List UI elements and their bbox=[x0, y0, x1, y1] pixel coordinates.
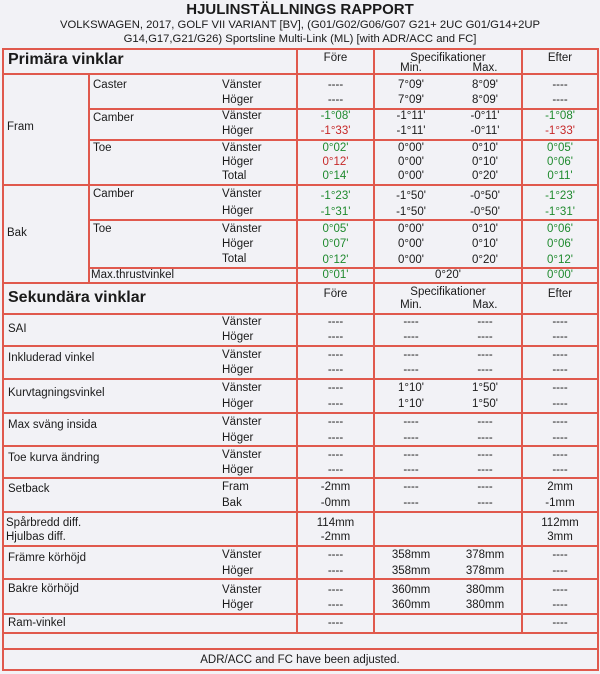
side-right: Höger bbox=[222, 125, 254, 137]
side-right: Höger bbox=[222, 565, 254, 577]
value-cell: ---- bbox=[477, 416, 493, 428]
row-label: Främre körhöjd bbox=[8, 552, 86, 564]
side-left: Vänster bbox=[222, 549, 262, 561]
value-cell: ---- bbox=[327, 617, 344, 629]
value-cell: ---- bbox=[477, 432, 493, 444]
value-cell: -1°11' bbox=[396, 110, 426, 122]
value-cell: ---- bbox=[552, 599, 568, 611]
param-thrust: Max.thrustvinkel bbox=[91, 269, 175, 281]
value-cell: 360mm bbox=[391, 584, 431, 596]
col-spec: Specifikationer bbox=[410, 52, 486, 64]
value-cell: ---- bbox=[552, 464, 568, 476]
row-label: SAI bbox=[8, 323, 27, 335]
value-cell: ---- bbox=[552, 94, 568, 106]
side-left: Vänster bbox=[222, 349, 262, 361]
side-left: Vänster bbox=[222, 316, 262, 328]
value-cell: 0°00' bbox=[547, 269, 573, 281]
value-cell: 1°10' bbox=[398, 382, 424, 394]
value-cell: 0°00' bbox=[398, 223, 424, 235]
value-cell: 8°09' bbox=[472, 94, 498, 106]
value-cell: -2mm bbox=[320, 481, 351, 493]
value-cell: 0°00' bbox=[398, 170, 424, 182]
param-caster: Caster bbox=[93, 79, 127, 91]
value-cell: -1°31' bbox=[545, 206, 575, 218]
col-before: Före bbox=[323, 52, 348, 64]
value-cell: 358mm bbox=[391, 565, 431, 577]
param-camber: Camber bbox=[93, 188, 134, 200]
value-cell: 0°00' bbox=[398, 238, 424, 250]
value-cell: ---- bbox=[327, 398, 344, 410]
value-cell: ---- bbox=[327, 599, 344, 611]
value-cell: ---- bbox=[327, 79, 344, 91]
report-title: HJULINSTÄLLNINGS RAPPORT bbox=[186, 1, 414, 18]
param-toe: Toe bbox=[93, 142, 112, 154]
value-cell: -1°08' bbox=[320, 110, 351, 122]
value-cell: 0°20' bbox=[472, 170, 498, 182]
side-right: Höger bbox=[222, 432, 254, 444]
value-cell: 0°14' bbox=[322, 170, 349, 182]
value-cell: ---- bbox=[327, 94, 344, 106]
param-camber: Camber bbox=[93, 112, 134, 124]
value-cell: -2mm bbox=[320, 531, 351, 543]
value-cell: ---- bbox=[477, 349, 493, 361]
value-cell: 0°02' bbox=[322, 142, 349, 154]
value-cell: -1°23' bbox=[320, 190, 351, 202]
value-cell: 0°20' bbox=[435, 269, 461, 281]
value-cell: -1°08' bbox=[545, 110, 575, 122]
value-cell: ---- bbox=[403, 364, 419, 376]
side-right: Höger bbox=[222, 599, 254, 611]
value-cell: -1°31' bbox=[320, 206, 351, 218]
value-cell: 112mm bbox=[541, 517, 579, 529]
side-left: Vänster bbox=[222, 110, 262, 122]
value-cell: 1°50' bbox=[472, 382, 498, 394]
value-cell: ---- bbox=[552, 617, 568, 629]
col-before: Före bbox=[323, 288, 348, 300]
value-cell: -0°11' bbox=[470, 110, 500, 122]
value-cell: ---- bbox=[403, 497, 419, 509]
row-label: Ram-vinkel bbox=[8, 617, 66, 629]
value-cell: ---- bbox=[327, 382, 344, 394]
side-left: Vänster bbox=[222, 382, 262, 394]
value-cell: 1°10' bbox=[398, 398, 424, 410]
value-cell: 380mm bbox=[465, 584, 505, 596]
value-cell: 0°10' bbox=[472, 142, 498, 154]
value-cell: 0°10' bbox=[472, 223, 498, 235]
value-cell: ---- bbox=[327, 565, 344, 577]
value-cell: ---- bbox=[552, 449, 568, 461]
side-left: Vänster bbox=[222, 449, 262, 461]
value-cell: 378mm bbox=[465, 565, 505, 577]
side-left: Vänster bbox=[222, 584, 262, 596]
value-cell: ---- bbox=[403, 449, 419, 461]
value-cell: 0°12' bbox=[547, 254, 573, 266]
group-rear: Bak bbox=[7, 227, 27, 239]
value-cell: 114mm bbox=[316, 517, 355, 529]
value-cell: ---- bbox=[327, 449, 344, 461]
value-cell: ---- bbox=[477, 464, 493, 476]
value-cell: ---- bbox=[552, 364, 568, 376]
col-after: Efter bbox=[547, 288, 573, 300]
value-cell: ---- bbox=[327, 432, 344, 444]
value-cell: ---- bbox=[327, 364, 344, 376]
value-cell: 0°05' bbox=[322, 223, 349, 235]
value-cell: ---- bbox=[552, 349, 568, 361]
value-cell: 358mm bbox=[391, 549, 431, 561]
value-cell: ---- bbox=[477, 481, 493, 493]
col-max: Max. bbox=[472, 299, 498, 311]
row-label: Setback bbox=[8, 483, 50, 495]
value-cell: ---- bbox=[552, 382, 568, 394]
primary-heading: Primära vinklar bbox=[8, 51, 124, 68]
side-front: Fram bbox=[222, 481, 249, 493]
value-cell: ---- bbox=[477, 331, 493, 343]
value-cell: -0°11' bbox=[470, 125, 500, 137]
value-cell: -0mm bbox=[320, 497, 351, 509]
value-cell: ---- bbox=[403, 316, 419, 328]
value-cell: 8°09' bbox=[472, 79, 498, 91]
value-cell: 0°10' bbox=[472, 156, 498, 168]
value-cell: ---- bbox=[403, 349, 419, 361]
side-left: Vänster bbox=[222, 416, 262, 428]
vehicle-line-2: G14,G17,G21/G26) Sportsline Multi-Link (ML) [with ADR/ACC and FC] bbox=[123, 33, 477, 45]
secondary-heading: Sekundära vinklar bbox=[8, 289, 146, 306]
value-cell: -1°33' bbox=[320, 125, 351, 137]
group-front: Fram bbox=[7, 121, 34, 133]
row-label: Toe kurva ändring bbox=[8, 452, 100, 464]
value-cell: ---- bbox=[327, 549, 344, 561]
param-toe: Toe bbox=[93, 223, 112, 235]
value-cell: ---- bbox=[477, 316, 493, 328]
row-label: Spårbredd diff. bbox=[6, 517, 82, 529]
value-cell: 7°09' bbox=[398, 79, 424, 91]
value-cell: ---- bbox=[552, 316, 568, 328]
footer-note: ADR/ACC and FC have been adjusted. bbox=[200, 654, 400, 666]
side-rear: Bak bbox=[222, 497, 242, 509]
row-label: Inkluderad vinkel bbox=[8, 352, 95, 364]
value-cell: 0°06' bbox=[547, 238, 573, 250]
side-right: Höger bbox=[222, 156, 254, 168]
value-cell: 380mm bbox=[465, 599, 505, 611]
value-cell: ---- bbox=[552, 549, 568, 561]
value-cell: 0°20' bbox=[472, 254, 498, 266]
value-cell: ---- bbox=[552, 584, 568, 596]
value-cell: ---- bbox=[552, 79, 568, 91]
value-cell: ---- bbox=[403, 464, 419, 476]
value-cell: ---- bbox=[327, 316, 344, 328]
side-left: Vänster bbox=[222, 142, 262, 154]
value-cell: 360mm bbox=[391, 599, 431, 611]
value-cell: ---- bbox=[552, 331, 568, 343]
side-right: Höger bbox=[222, 238, 254, 250]
value-cell: 0°00' bbox=[398, 142, 424, 154]
value-cell: ---- bbox=[403, 432, 419, 444]
value-cell: ---- bbox=[552, 398, 568, 410]
side-right: Höger bbox=[222, 464, 254, 476]
value-cell: -1°23' bbox=[545, 190, 575, 202]
value-cell: -1°33' bbox=[545, 125, 575, 137]
value-cell: ---- bbox=[403, 416, 419, 428]
value-cell: 0°00' bbox=[398, 254, 424, 266]
value-cell: 7°09' bbox=[398, 94, 424, 106]
value-cell: 0°05' bbox=[547, 142, 573, 154]
row-label: Kurvtagningsvinkel bbox=[8, 387, 105, 399]
value-cell: 2mm bbox=[547, 481, 573, 493]
value-cell: ---- bbox=[327, 416, 344, 428]
value-cell: 0°00' bbox=[398, 156, 424, 168]
value-cell: -1mm bbox=[545, 497, 575, 509]
value-cell: 0°01' bbox=[322, 269, 349, 281]
col-max: Max. bbox=[472, 62, 498, 74]
value-cell: ---- bbox=[552, 432, 568, 444]
side-right: Höger bbox=[222, 398, 254, 410]
value-cell: 0°11' bbox=[547, 170, 573, 182]
row-label: Hjulbas diff. bbox=[6, 531, 66, 543]
side-total: Total bbox=[222, 253, 247, 265]
value-cell: ---- bbox=[327, 331, 344, 343]
side-right: Höger bbox=[222, 94, 254, 106]
row-label: Bakre körhöjd bbox=[8, 583, 79, 595]
value-cell: 0°06' bbox=[547, 156, 573, 168]
side-total: Total bbox=[222, 170, 247, 182]
value-cell: 0°06' bbox=[547, 223, 573, 235]
col-min: Min. bbox=[400, 62, 422, 74]
value-cell: 378mm bbox=[465, 549, 505, 561]
value-cell: -1°50' bbox=[396, 206, 426, 218]
value-cell: ---- bbox=[552, 565, 568, 577]
side-right: Höger bbox=[222, 205, 254, 217]
value-cell: ---- bbox=[403, 481, 419, 493]
col-after: Efter bbox=[547, 52, 573, 64]
side-left: Vänster bbox=[222, 79, 262, 91]
value-cell: ---- bbox=[403, 331, 419, 343]
value-cell: 0°07' bbox=[322, 238, 349, 250]
value-cell: 0°12' bbox=[322, 254, 349, 266]
value-cell: 1°50' bbox=[472, 398, 498, 410]
value-cell: ---- bbox=[477, 497, 493, 509]
value-cell: 3mm bbox=[547, 531, 573, 543]
value-cell: 0°12' bbox=[322, 156, 349, 168]
side-left: Vänster bbox=[222, 223, 262, 235]
side-left: Vänster bbox=[222, 188, 262, 200]
value-cell: ---- bbox=[477, 364, 493, 376]
value-cell: -0°50' bbox=[470, 206, 500, 218]
value-cell: ---- bbox=[552, 416, 568, 428]
value-cell: ---- bbox=[327, 464, 344, 476]
value-cell: 0°10' bbox=[472, 238, 498, 250]
vehicle-line-1: VOLKSWAGEN, 2017, GOLF VII VARIANT [BV], (G01/G02/G06/G07 G21+ 2UC G01/G14+2UP bbox=[59, 19, 541, 31]
value-cell: ---- bbox=[327, 584, 344, 596]
value-cell: -1°50' bbox=[396, 190, 426, 202]
value-cell: -1°11' bbox=[396, 125, 426, 137]
row-label: Max sväng insida bbox=[8, 419, 97, 431]
value-cell: ---- bbox=[477, 449, 493, 461]
side-right: Höger bbox=[222, 364, 254, 376]
value-cell: ---- bbox=[327, 349, 344, 361]
col-spec: Specifikationer bbox=[410, 286, 486, 298]
side-right: Höger bbox=[222, 331, 254, 343]
col-min: Min. bbox=[400, 299, 422, 311]
value-cell: -0°50' bbox=[470, 190, 500, 202]
